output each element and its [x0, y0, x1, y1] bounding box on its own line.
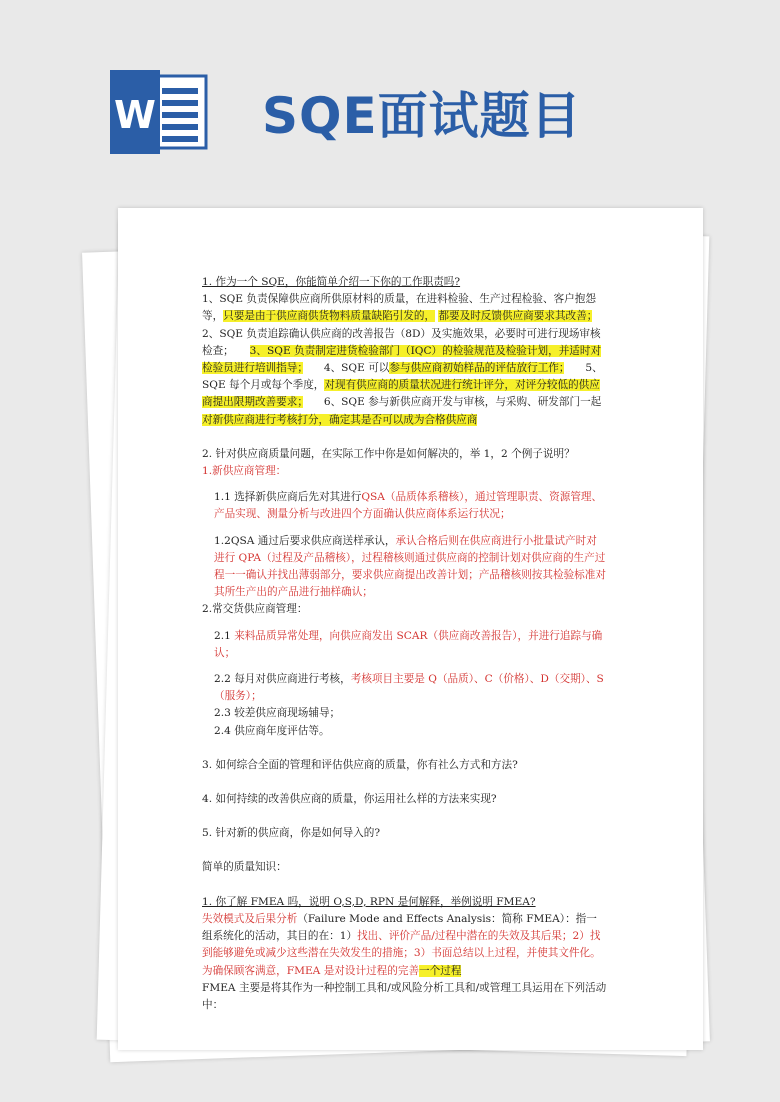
item-1-1: 1.1 选择新供应商后先对其进行QSA（品质体系稽核），通过管理职责、资源管理、产品实现、测量分析与改进四个方面确认供应商体系运行状况；	[214, 491, 603, 521]
question-3: 3. 如何综合全面的管理和评估供应商的质量，你有社么方式和方法?	[202, 758, 518, 771]
section-new-supplier: 1.新供应商管理：	[202, 465, 287, 478]
answer-1: 1、SQE 负责保障供应商所供原材料的质量，在进料检验、生产过程检验、客户抱怨等，只要是由于供应商供货物料质量缺陷引发的， 都要及时反馈供应商要求其改善； 2、SQE 负责追踪确认供应商的改善报告（8D）及实施效果，必要时可进行现场审核检查； 3、SQE 负责制定进货检验部门（IQC）的检验规范及检验计划，并适时对检验员进行培训指导； 4、SQE 可以参与供应商初始样品的评估放行工作； 5、SQE 每个月或每个季度，对现有供应商的质量状况进行统计评分，对评分较低的供应商提出限期改善要求； 6、SQE 参与新供应商开发与审核，与采购、研发部门一起对新供应商进行考核打分，确定其是否可以成为合格供应商	[202, 293, 603, 426]
item-2-3: 2.3 较差供应商现场辅导；	[214, 707, 341, 720]
section-regular-supplier: 2.常交货供应商管理：	[202, 603, 308, 616]
item-2-1: 2.1 来料品质异常处理，向供应商发出 SCAR（供应商改善报告），并进行追踪与确认；	[214, 629, 603, 659]
item-2-2: 2.2 每月对供应商进行考核，考核项目主要是 Q（品质）、C（价格）、D（交期）、S（服务）；	[214, 673, 604, 703]
page-title: SQE面试题目	[262, 87, 582, 145]
document-content	[202, 274, 607, 1014]
knowledge-answer-1-cont: FMEA 主要是将其作为一种控制工具和/或风险分析工具和/或管理工具运用在下列活动中：	[202, 981, 607, 1011]
basic-knowledge-heading: 简单的质量知识：	[202, 861, 287, 874]
header-banner	[0, 0, 780, 190]
item-2-4: 2.4 供应商年度评估等。	[214, 724, 330, 737]
question-5: 5. 针对新的供应商，你是如何导入的?	[202, 827, 381, 840]
knowledge-answer-1: 失效模式及后果分析（Failure Mode and Effects Analysis：简称 FMEA）：指一组系统化的活动，其目的在：1）找出、评价产品/过程中潜在的失效及其后果；2）找到能够避免或减少这些潜在失效发生的措施；3）书面总结以上过程，并使其文件化。为确保顾客满意，FMEA 是对设计过程的完善一个过程	[202, 912, 601, 977]
item-1-2: 1.2QSA 通过后要求供应商送样承认，承认合格后则在供应商进行小批量试产时对进行 QPA（过程及产品稽核），过程稽核则通过供应商的控制计划对供应商的生产过程一一确认并找出薄弱部分，要求供应商提出改善计划；产品稽核则按其检验标准对其所生产出的产品进行抽样确认；	[214, 534, 606, 599]
word-doc-icon	[110, 70, 210, 154]
question-4: 4. 如何持续的改善供应商的质量，你运用社么样的方法来实现?	[202, 793, 497, 806]
word-logo-letter: W	[114, 93, 156, 137]
question-2: 2. 针对供应商质量问题，在实际工作中你是如何解决的，举 1，2 个例子说明？	[202, 447, 575, 460]
knowledge-question-1: 1. 你了解 FMEA 吗，说明 O,S,D, RPN 是何解释，举例说明 FMEA?	[202, 895, 536, 908]
question-1: 1. 作为一个 SQE，你能简单介绍一下你的工作职责吗?	[202, 276, 461, 288]
